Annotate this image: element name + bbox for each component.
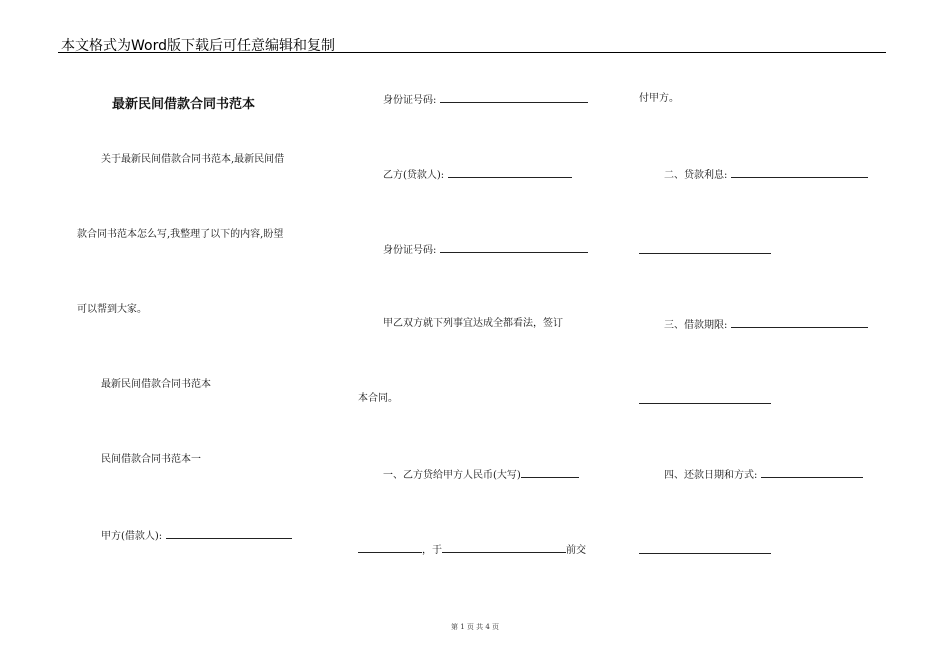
subtitle-line: 最新民间借款合同书范本 bbox=[101, 379, 211, 390]
party-b-blank[interactable] bbox=[448, 167, 572, 178]
term-blank[interactable] bbox=[731, 317, 868, 328]
header-rule bbox=[58, 52, 886, 53]
loan-amount-label: 一、乙方贷给甲方人民币(大写) bbox=[383, 470, 521, 481]
loan-date-suffix: 前交 bbox=[566, 545, 586, 556]
party-b-label: 乙方(贷款人): bbox=[383, 170, 445, 181]
page-footer: 第 1 页 共 4 页 bbox=[450, 623, 500, 631]
term-continuation-line[interactable] bbox=[639, 403, 771, 404]
id-b-field bbox=[383, 242, 588, 258]
id-b-blank[interactable] bbox=[440, 242, 588, 253]
party-a-label: 甲方(借款人): bbox=[101, 531, 163, 542]
agreement-line-1: 甲乙双方就下列事宜达成全都看法，签订 bbox=[383, 318, 563, 329]
interest-blank[interactable] bbox=[731, 167, 868, 178]
intro-line-2: 款合同书范本怎么写,我整理了以下的内容,盼望 bbox=[77, 229, 284, 240]
interest-field bbox=[664, 167, 868, 183]
id-a-field bbox=[383, 92, 588, 108]
loan-amount-field bbox=[383, 467, 579, 483]
party-a-blank[interactable] bbox=[166, 528, 292, 539]
repayment-field bbox=[664, 467, 863, 483]
id-a-label: 身份证号码: bbox=[383, 95, 437, 106]
repayment-label: 四、还款日期和方式: bbox=[664, 470, 758, 481]
payment-line: 付甲方。 bbox=[639, 93, 679, 104]
term-field bbox=[664, 317, 868, 333]
id-a-blank[interactable] bbox=[440, 92, 588, 103]
loan-date-separator: ，于 bbox=[422, 545, 442, 556]
party-b-field bbox=[383, 167, 572, 183]
party-a-field bbox=[101, 528, 292, 544]
agreement-line-2: 本合同。 bbox=[358, 393, 398, 404]
term-label: 三、借款期限: bbox=[664, 320, 728, 331]
loan-date-blank-1[interactable] bbox=[358, 542, 422, 553]
document-header: 本文格式为Word版下载后可任意编辑和复制 bbox=[61, 38, 335, 54]
loan-date-blank-2[interactable] bbox=[442, 542, 566, 553]
interest-continuation-line[interactable] bbox=[639, 253, 771, 254]
document-title: 最新民间借款合同书范本 bbox=[112, 97, 256, 112]
repayment-continuation-line[interactable] bbox=[639, 553, 771, 554]
loan-amount-blank[interactable] bbox=[521, 467, 579, 478]
repayment-blank[interactable] bbox=[761, 467, 863, 478]
section-heading: 民间借款合同书范本一 bbox=[101, 454, 201, 465]
intro-line-3: 可以帮到大家。 bbox=[77, 304, 147, 315]
intro-line-1: 关于最新民间借款合同书范本,最新民间借 bbox=[101, 154, 285, 165]
loan-date-field bbox=[358, 542, 586, 558]
id-b-label: 身份证号码: bbox=[383, 245, 437, 256]
interest-label: 二、贷款利息: bbox=[664, 170, 728, 181]
